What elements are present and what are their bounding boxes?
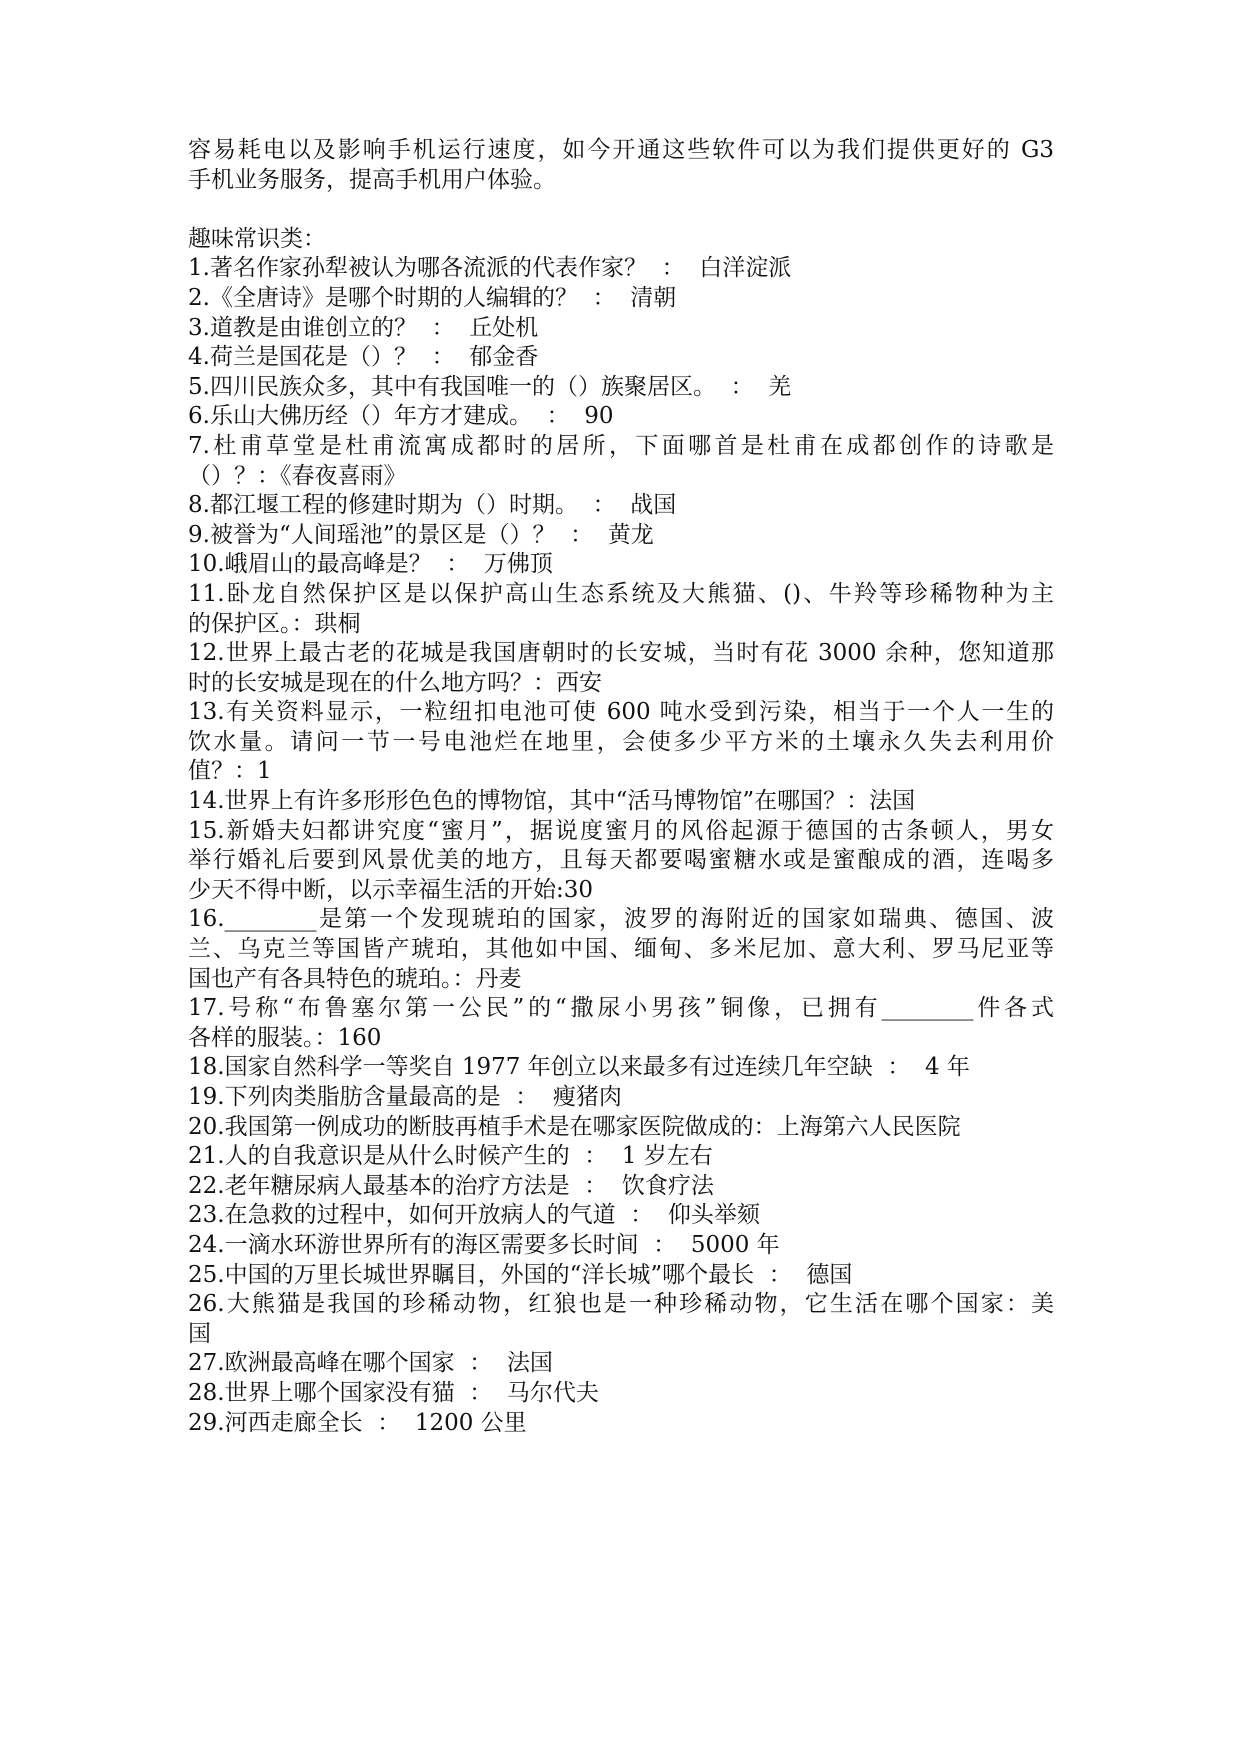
text-line: 容易耗电以及影响手机运行速度，如今开通这些软件可以为我们提供更好的 G3	[188, 137, 1054, 163]
quiz-item	[188, 994, 1054, 1053]
text-line: 21.人的自我意识是从什么时候产生的 ： 1 岁左右	[188, 1143, 713, 1170]
text-line: 11.卧龙自然保护区是以保护高山生态系统及大熊猫、()、牛羚等珍稀物种为主	[188, 580, 1054, 607]
quiz-item	[188, 1261, 1054, 1291]
text-line: 29.河西走廊全长 ： 1200 公里	[188, 1409, 527, 1436]
quiz-item	[188, 284, 1054, 314]
text-line: （）？：《春夜喜雨》	[188, 462, 407, 489]
text-line: 5.四川民族众多，其中有我国唯一的（）族聚居区。 ： 羌	[188, 373, 792, 400]
quiz-item	[188, 314, 1054, 344]
text-line: 20.我国第一例成功的断肢再植手术是在哪家医院做成的：上海第六人民医院	[188, 1113, 961, 1140]
quiz-item	[188, 521, 1054, 551]
quiz-item	[188, 905, 1054, 994]
text-line: 手机业务服务，提高手机用户体验。	[188, 166, 556, 193]
quiz-item	[188, 1201, 1054, 1231]
quiz-item	[188, 1172, 1054, 1202]
text-line: 12.世界上最古老的花城是我国唐朝时的长安城，当时有花 3000 余种，您知道那	[188, 640, 1054, 667]
text-line: 少天不得中断，以示幸福生活的开始:30	[188, 876, 594, 903]
text-line: 的保护区。：珙桐	[188, 610, 361, 637]
text-line: 3.道教是由谁创立的？ ： 丘处机	[188, 314, 539, 341]
quiz-item	[188, 1083, 1054, 1113]
text-line: 兰、乌克兰等国皆产琥珀，其他如中国、缅甸、多米尼加、意大利、罗马尼亚等	[188, 936, 1054, 963]
quiz-item	[188, 787, 1054, 817]
quiz-item	[188, 1053, 1054, 1083]
quiz-item	[188, 432, 1054, 491]
text-line: 饮水量。请问一节一号电池烂在地里，会使多少平方米的土壤永久失去利用价	[188, 728, 1054, 755]
intro-paragraph	[188, 136, 1054, 195]
text-line: 9.被誉为“人间瑶池”的景区是（）？ ： 黄龙	[188, 521, 654, 548]
text-line: 7.杜甫草堂是杜甫流寓成都时的居所，下面哪首是杜甫在成都创作的诗歌是	[188, 432, 1054, 459]
text-line: 国也产有各具特色的琥珀。：丹麦	[188, 965, 522, 992]
quiz-item	[188, 639, 1054, 698]
text-line: 17.号称“布鲁塞尔第一公民”的“撒尿小男孩”铜像，已拥有________件各式	[188, 995, 1054, 1022]
text-line: 16.________是第一个发现琥珀的国家，波罗的海附近的国家如瑞典、德国、波	[188, 906, 1054, 933]
quiz-item	[188, 373, 1054, 403]
quiz-item	[188, 1142, 1054, 1172]
text-line: 15.新婚夫妇都讲究度“蜜月”，据说度蜜月的风俗起源于德国的古条顿人，男女	[188, 817, 1054, 844]
text-line: 6.乐山大佛历经（）年方才建成。 ： 90	[188, 403, 614, 430]
text-line: 23.在急救的过程中，如何开放病人的气道 ： 仰头举颏	[188, 1202, 760, 1229]
text-line: 举行婚礼后要到风景优美的地方，且每天都要喝蜜糖水或是蜜酿成的酒，连喝多	[188, 847, 1054, 874]
text-line: 22.老年糖尿病人最基本的治疗方法是 ： 饮食疗法	[188, 1172, 714, 1199]
text-line: 18.国家自然科学一等奖自 1977 年创立以来最多有过连续几年空缺 ： 4 年	[188, 1054, 970, 1081]
text-line: 25.中国的万里长城世界瞩目，外国的“洋长城”哪个最长 ： 德国	[188, 1261, 853, 1288]
text-line: 27.欧洲最高峰在哪个国家 ： 法国	[188, 1350, 553, 1377]
text-line: 8.都江堰工程的修建时期为（）时期。 ： 战国	[188, 492, 677, 519]
section-title: 趣味常识类：	[188, 225, 326, 252]
quiz-item	[188, 698, 1054, 787]
quiz-item	[188, 491, 1054, 521]
quiz-item	[188, 1409, 1054, 1439]
text-line: 13.有关资料显示，一粒纽扣电池可使 600 吨水受到污染，相当于一个人一生的	[188, 699, 1054, 726]
document-body	[188, 136, 1054, 1438]
quiz-item	[188, 254, 1054, 284]
text-line: 值？：1	[188, 758, 272, 785]
quiz-item	[188, 1349, 1054, 1379]
text-line: 1.著名作家孙犁被认为哪各流派的代表作家？ ： 白洋淀派	[188, 255, 792, 282]
text-line: 10.峨眉山的最高峰是？ ： 万佛顶	[188, 551, 553, 578]
quiz-item	[188, 1113, 1054, 1143]
quiz-item	[188, 1379, 1054, 1409]
text-line: 14.世界上有许多形形色色的博物馆，其中“活马博物馆”在哪国？：法国	[188, 788, 916, 815]
text-line: 24.一滴水环游世界所有的海区需要多长时间 ： 5000 年	[188, 1231, 780, 1258]
text-line: 4.荷兰是国花是（）？ ： 郁金香	[188, 344, 539, 371]
quiz-item	[188, 580, 1054, 639]
quiz-item	[188, 817, 1054, 906]
text-line: 2.《全唐诗》是哪个时期的人编辑的？ ： 清朝	[188, 284, 677, 311]
text-line: 各样的服装。：160	[188, 1024, 382, 1051]
text-line: 26.大熊猫是我国的珍稀动物，红狼也是一种珍稀动物，它生活在哪个国家：美	[188, 1291, 1054, 1318]
text-line: 28.世界上哪个国家没有猫 ： 马尔代夫	[188, 1379, 599, 1406]
text-line: 国	[188, 1320, 211, 1347]
text-line: 19.下列肉类脂肪含量最高的是 ： 瘦猪肉	[188, 1084, 622, 1110]
quiz-item	[188, 402, 1054, 432]
quiz-item	[188, 1231, 1054, 1261]
blank-line	[188, 195, 1054, 225]
quiz-item	[188, 550, 1054, 580]
text-line: 时的长安城是现在的什么地方吗？：西安	[188, 669, 602, 696]
quiz-item	[188, 343, 1054, 373]
quiz-item	[188, 1290, 1054, 1349]
